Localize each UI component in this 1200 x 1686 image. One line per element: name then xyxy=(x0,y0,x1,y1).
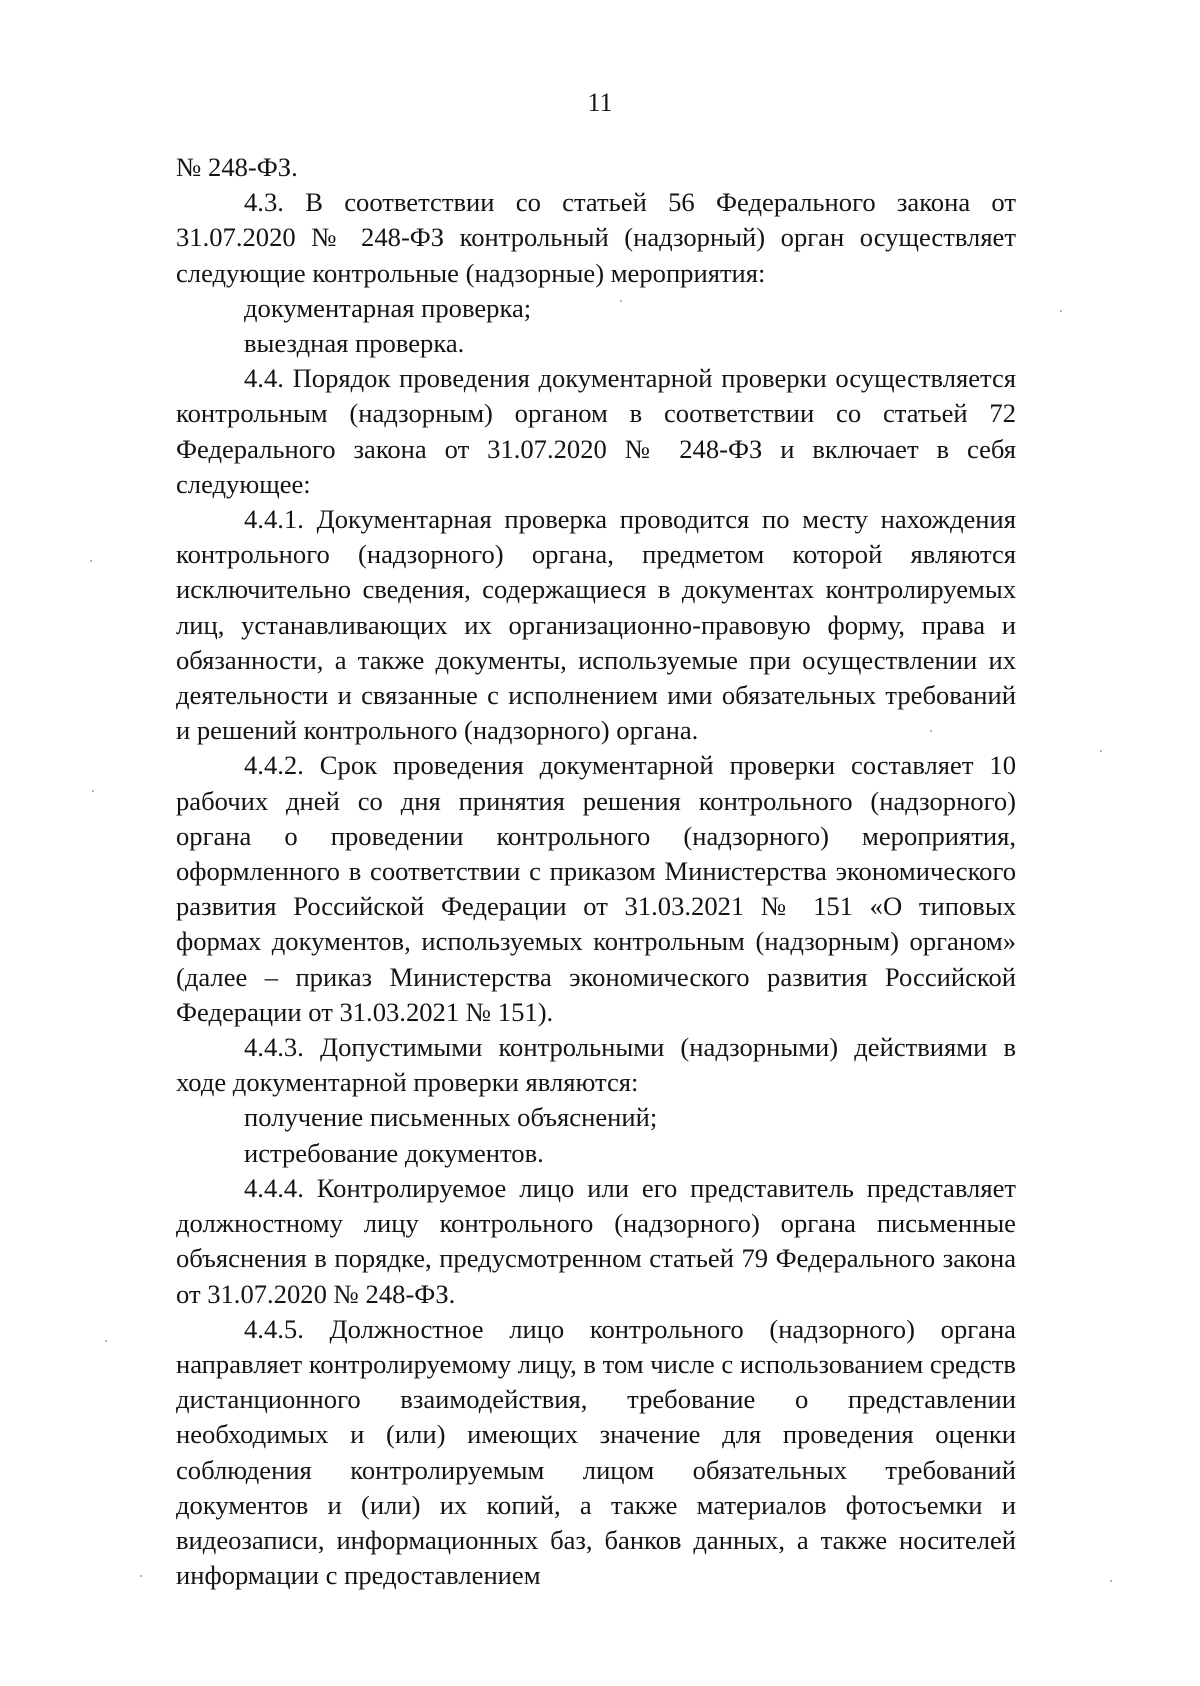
list-item-written-explanations: получение письменных объяснений; xyxy=(244,1102,658,1133)
paragraph-4-4: 4.4. Порядок проведения документарной проверки осуществляется контрольным (надзорным) органом в соответствии со статьей 72 Федерального закона от 31.07.2020 № 248-ФЗ и включает в себя следующее: xyxy=(176,363,1016,499)
scan-speck xyxy=(1060,310,1062,312)
paragraph-4-4-2: 4.4.2. Срок проведения документарной проверки составляет 10 рабочих дней со дня принятия решения контрольного (надзорного) органа о проведении контрольного (надзорного) мероприятия, оформленного в соответствии с приказом Министерства экономического развития Российской Федерации от 31.03.2021 № 151 «О типовых формах документов, используемых контрольным (надзорным) органом» (далее – приказ Министерства экономического развития Российской Федерации от 31.03.2021 № 151). xyxy=(176,750,1016,1027)
paragraph-4-4-1: 4.4.1. Документарная проверка проводится по месту нахождения контрольного (надзорного) органа, предметом которой являются исключительно сведения, содержащиеся в документах контролируемых лиц, устанавливающих их организационно-правовую форму, права и обязанности, а также документы, используемые при осуществлении их деятельности и связанные с исполнением ими обязательных требований и решений контрольного (надзорного) органа. xyxy=(176,504,1016,746)
list-item-field-check: выездная проверка. xyxy=(244,328,465,359)
list-item-document-request: истребование документов. xyxy=(244,1137,544,1168)
scan-speck xyxy=(105,1340,107,1342)
scan-speck xyxy=(140,1575,142,1577)
scan-speck xyxy=(92,790,94,792)
scan-speck xyxy=(90,560,92,562)
scan-speck xyxy=(1100,750,1102,752)
paragraph-4-4-3: 4.4.3. Допустимыми контрольными (надзорными) действиями в ходе документарной проверки являются: xyxy=(176,1032,1016,1098)
scan-speck xyxy=(620,300,622,302)
paragraph-continuation: № 248-ФЗ. xyxy=(176,152,298,182)
paragraph-4-4-4: 4.4.4. Контролируемое лицо или его представитель представляет должностному лицу контрольного (надзорного) органа письменные объяснения в порядке, предусмотренном статьей 79 Федерального закона от 31.07.2020 № 248-ФЗ. xyxy=(176,1172,1016,1309)
paragraph-4-4-5: 4.4.5. Должностное лицо контрольного (надзорного) органа направляет контролируемому лицу, в том числе с использованием средств дистанционного взаимодействия, требование о представлении необходимых и (или) имеющих значение для проведения оценки соблюдения контролируемым лицом обязательных требований документов и (или) их копий, а также материалов фотосъемки и видеозаписи, информационных баз, банков данных, а также носителей информации с предоставлением xyxy=(176,1313,1016,1591)
paragraph-4-3: 4.3. В соответствии со статьей 56 Федерального закона от 31.07.2020 № 248-ФЗ контрольный (надзорный) орган осуществляет следующие контрольные (надзорные) мероприятия: xyxy=(176,187,1016,288)
scan-speck xyxy=(930,730,932,732)
page-number: 11 xyxy=(587,88,613,117)
scan-speck xyxy=(1110,1580,1112,1582)
list-item-documentary-check: документарная проверка; xyxy=(244,292,532,323)
body-text xyxy=(176,150,1016,1593)
